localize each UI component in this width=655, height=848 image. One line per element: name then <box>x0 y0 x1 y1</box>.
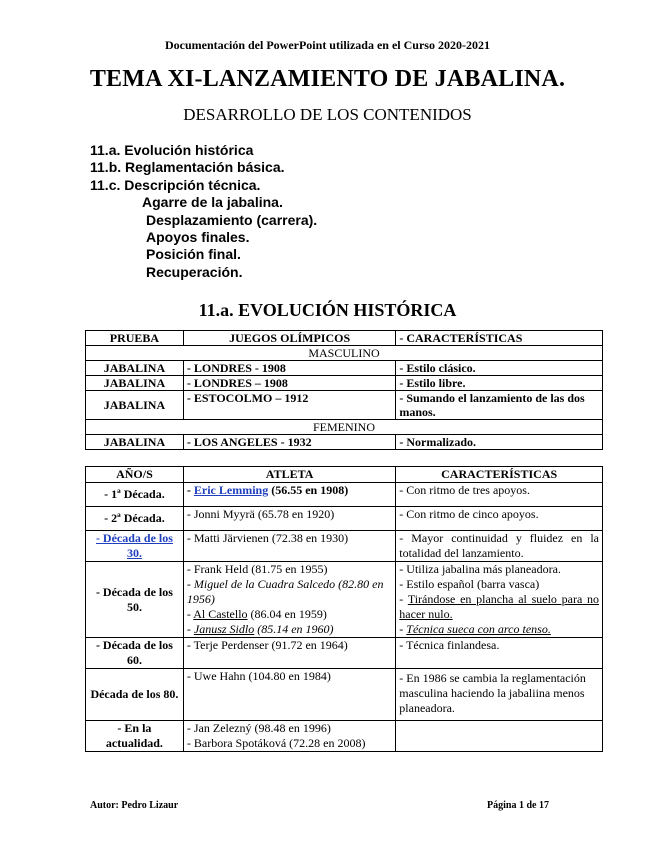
table-of-contents <box>90 142 317 281</box>
cell-decade: - 2ª Década. <box>86 507 184 531</box>
cell-caracteristicas: - Con ritmo de tres apoyos. <box>396 483 603 507</box>
cell-caracteristicas: - Estilo clásico. <box>396 361 603 376</box>
char-underlined: Técnica sueca con arco tenso. <box>406 622 551 636</box>
toc-subitem: Recuperación. <box>146 263 243 280</box>
cell-juegos: - LONDRES - 1908 <box>183 361 395 376</box>
cell-caracteristicas: - Con ritmo de cinco apoyos. <box>396 507 603 531</box>
header-cell: ATLETA <box>183 467 395 483</box>
char-prefix: - <box>399 622 407 636</box>
header-cell: PRUEBA <box>86 331 184 346</box>
footer-author: Autor: Pedro Lizaur <box>90 800 179 811</box>
athlete-line <box>187 607 392 622</box>
athlete-prefix: - <box>186 607 194 621</box>
cell-prueba: JABALINA <box>86 376 184 391</box>
table-row <box>86 562 603 638</box>
header-cell: AÑO/S <box>86 467 184 483</box>
group-row-femenino <box>86 420 603 435</box>
cell-decade: Década de los 80. <box>86 669 184 721</box>
table-row <box>86 483 603 507</box>
header-cell: JUEGOS OLÍMPICOS <box>183 331 395 346</box>
athlete-line: - Frank Held (81.75 en 1955) <box>186 562 328 576</box>
cell-caracteristicas: - Estilo libre. <box>396 376 603 391</box>
cell-juegos: - LOS ANGELES - 1932 <box>183 435 395 450</box>
toc-item: 11.b. Reglamentación básica. <box>90 159 285 176</box>
cell-decade: - Década de los 60. <box>86 638 184 669</box>
table-row <box>86 531 603 562</box>
char-underlined: Tirándose en plancha al suelo para no hacer nulo. <box>399 592 600 621</box>
group-label: MASCULINO <box>86 346 603 361</box>
cell-caracteristicas: - Sumando el lanzamiento de las dos manos. <box>396 391 603 420</box>
cell-decade: - En la actualidad. <box>86 721 184 752</box>
table-row <box>86 361 603 376</box>
toc-subitem: Agarre de la jabalina. <box>142 194 283 211</box>
athlete-line <box>187 622 392 637</box>
cell-caracteristicas: - Normalizado. <box>396 435 603 450</box>
cell-decade: - Década de los 50. <box>86 562 184 638</box>
table-header-row <box>86 331 603 346</box>
cell-decade: - 1ª Década. <box>86 483 184 507</box>
eric-lemming-link[interactable]: Eric Lemming <box>193 483 269 497</box>
table-header-row <box>86 467 603 483</box>
toc-subitem: Desplazamiento (carrera). <box>146 211 318 228</box>
toc-item: 11.a. Evolución histórica <box>90 142 254 158</box>
athlete-mark: (86.04 en 1959) <box>247 607 327 621</box>
char-line <box>399 622 599 637</box>
athlete-prefix: - <box>186 483 194 497</box>
header-cell: - CARACTERÍSTICAS <box>396 331 603 346</box>
athletes-table <box>85 466 603 752</box>
athlete-line: - Jan Zelezný (98.48 en 1996) <box>186 721 331 735</box>
athlete-mark: (85.14 en 1960) <box>254 622 334 636</box>
athlete-line: - Barbora Spotáková (72.28 en 2008) <box>186 736 366 750</box>
al-castello-link[interactable]: Al Castello <box>193 607 248 621</box>
olympic-events-table <box>85 330 603 450</box>
cell-athlete: - Jonni Myyrä (65.78 en 1920) <box>183 507 395 531</box>
cell-prueba: JABALINA <box>86 435 184 450</box>
char-line: - Estilo español (barra vasca) <box>399 577 540 591</box>
cell-juegos: - LONDRES – 1908 <box>183 376 395 391</box>
cell-athlete: - Terje Perdenser (91.72 en 1964) <box>183 638 395 669</box>
table-row <box>86 669 603 721</box>
header-cell: CARACTERÍSTICAS <box>396 467 603 483</box>
athlete-prefix: - <box>186 622 194 636</box>
document-title: TEMA XI-LANZAMIENTO DE JABALINA. <box>89 66 566 92</box>
decade-30-link[interactable]: - Década de los 30. <box>86 531 184 562</box>
char-line <box>399 592 599 622</box>
janusz-sidlo-link[interactable]: Janusz Sidlo <box>193 622 255 636</box>
cell-athlete <box>183 721 395 752</box>
section-title: 11.a. EVOLUCIÓN HISTÓRICA <box>198 300 457 320</box>
cell-caracteristicas: - En 1986 se cambia la reglamentación masculina haciendo la jabaliina menos planeadora. <box>396 669 603 721</box>
cell-athlete <box>183 483 395 507</box>
page-header: Documentación del PowerPoint utilizada en el Curso 2020-2021 <box>165 38 490 52</box>
toc-item: 11.c. Descripción técnica. <box>90 176 261 193</box>
cell-prueba: JABALINA <box>86 361 184 376</box>
cell-athlete <box>183 562 395 638</box>
cell-caracteristicas: - Técnica finlandesa. <box>396 638 603 669</box>
group-label: FEMENINO <box>86 420 603 435</box>
cell-caracteristicas: - Mayor continuidad y fluidez en la totalidad del lanzamiento. <box>396 531 603 562</box>
group-row-masculino <box>86 346 603 361</box>
cell-caracteristicas <box>396 721 603 752</box>
athlete-mark: (56.55 en 1908) <box>268 483 349 497</box>
cell-prueba: JABALINA <box>86 391 184 420</box>
table-row <box>86 376 603 391</box>
cell-athlete: - Matti Järvienen (72.38 en 1930) <box>183 531 395 562</box>
char-line: - Utiliza jabalina más planeadora. <box>399 562 561 576</box>
table-row <box>86 638 603 669</box>
athlete-line: - Miguel de la Cuadra Salcedo (82.80 en 1956) <box>186 577 384 606</box>
cell-athlete: - Uwe Hahn (104.80 en 1984) <box>183 669 395 721</box>
toc-subitem: Posición final. <box>146 246 241 263</box>
char-prefix: - <box>399 592 408 606</box>
footer-page-number: Página 1 de 17 <box>487 800 549 811</box>
table-row <box>86 435 603 450</box>
table-row <box>86 391 603 420</box>
cell-juegos: - ESTOCOLMO – 1912 <box>183 391 395 420</box>
toc-subitem: Apoyos finales. <box>146 229 250 246</box>
cell-caracteristicas <box>396 562 603 638</box>
table-row <box>86 721 603 752</box>
table-row <box>86 507 603 531</box>
document-subtitle: DESARROLLO DE LOS CONTENIDOS <box>183 105 472 124</box>
